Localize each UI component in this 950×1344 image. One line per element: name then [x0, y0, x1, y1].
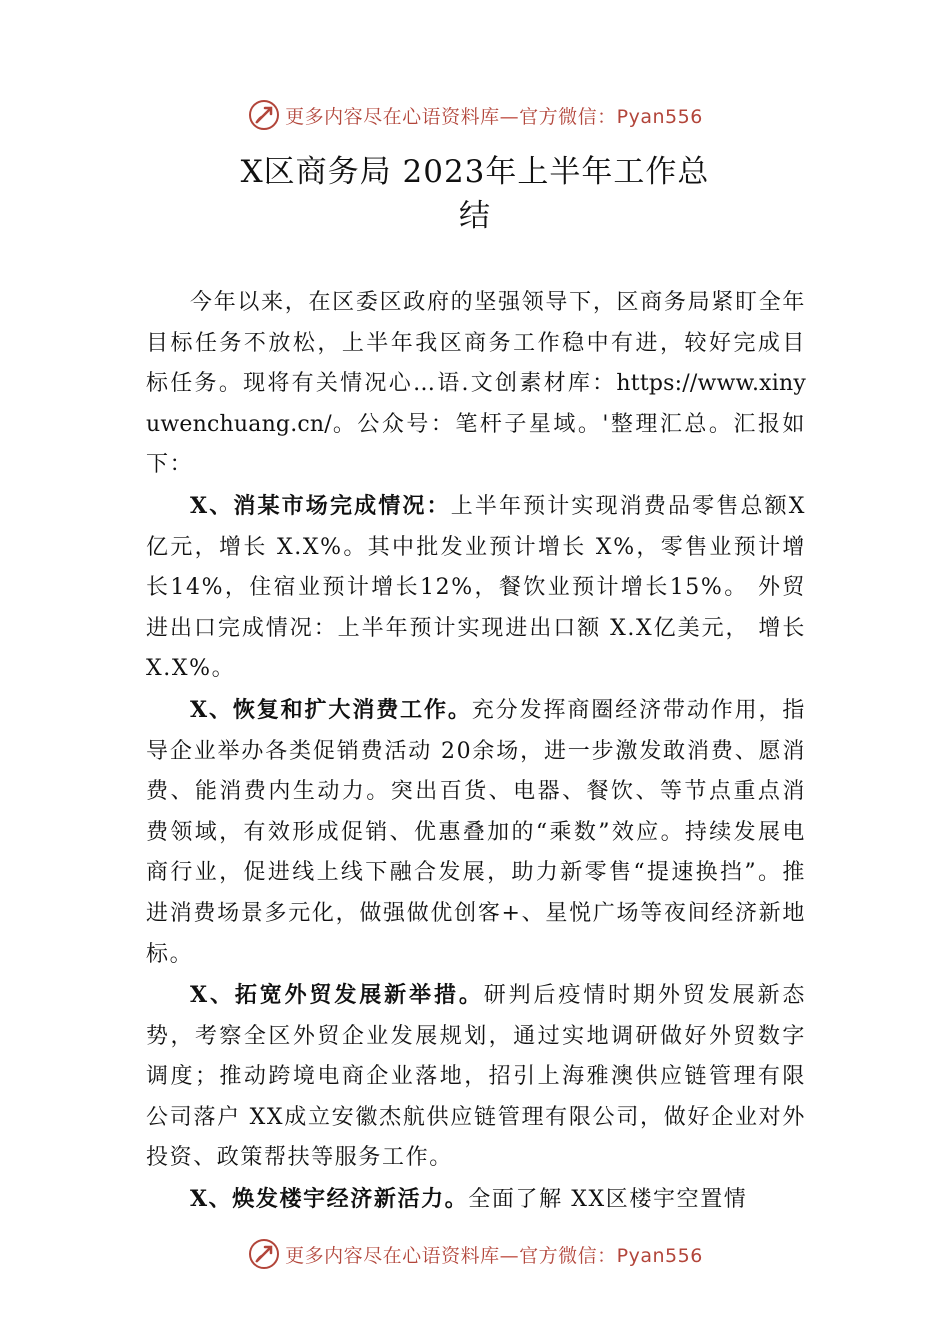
- paragraph-intro: 今年以来，在区委区政府的坚强领导下，区商务局紧盯全年目标任务不放松，上半年我区商务工作稳中有进，较好完成目标任务。现将有关情况心…语.文创素材库：https://www.xinyuwenchuang.cn/。公众号：笔杆子星域。'整理汇总。汇报如下：: [146, 290, 806, 478]
- paragraph-heading: X、消某市场完成情况：: [190, 492, 451, 519]
- title-line-1: X区商务局 2023年上半年工作总: [240, 154, 710, 190]
- watermark-banner-top: [0, 95, 950, 135]
- watermark-banner-bottom: [0, 1234, 950, 1274]
- document-body: [146, 283, 806, 1221]
- document-title: [0, 150, 950, 238]
- title-line-2: 结: [459, 198, 491, 234]
- paragraph-building-economy: X、焕发楼宇经济新活力。全面了解 XX区楼宇空置情: [190, 1186, 748, 1213]
- watermark-text: 更多内容尽在心语资料库—官方微信：Pyan556: [285, 1244, 703, 1267]
- paragraph-heading: X、焕发楼宇经济新活力。: [190, 1186, 469, 1213]
- paragraph-expand-consumption: X、恢复和扩大消费工作。充分发挥商圈经济带动作用，指导企业举办各类促销费活动 20余场，进一步激发敢消费、愿消费、能消费内生动力。突出百货、电器、餐饮、等节点重点消费领域，有效形成促销、优惠叠加的“乘数”效应。持续发展电商行业，促进线上线下融合发展，助力新零售“提速换挡”。推进消费场景多元化，做强做优创客+、星悦广场等夜间经济新地标。: [146, 696, 806, 967]
- paragraph-heading: X、恢复和扩大消费工作。: [190, 696, 472, 723]
- quill-circle-icon: [247, 98, 281, 132]
- watermark-text: 更多内容尽在心语资料库—官方微信：Pyan556: [285, 105, 703, 128]
- quill-circle-icon: [247, 1237, 281, 1271]
- paragraph-heading: X、拓宽外贸发展新举措。: [190, 982, 484, 1009]
- paragraph-consumer-market: X、消某市场完成情况：上半年预计实现消费品零售总额X亿元，增长 X.X%。其中批发业预计增长 X%，零售业预计增长14%，住宿业预计增长12%，餐饮业预计增长15%。 外贸进出口完成情况：上半年预计实现进出口额 X.X亿美元， 增长 X.X%。: [146, 492, 806, 682]
- source-url: https://www.xinyuwenchuang.cn/: [146, 371, 806, 437]
- paragraph-foreign-trade: X、拓宽外贸发展新举措。研判后疫情时期外贸发展新态势，考察全区外贸企业发展规划，通过实地调研做好外贸数字调度；推动跨境电商企业落地，招引上海雅澳供应链管理有限公司落户 XX成立安徽杰航供应链管理有限公司，做好企业对外投资、政策帮扶等服务工作。: [146, 982, 806, 1171]
